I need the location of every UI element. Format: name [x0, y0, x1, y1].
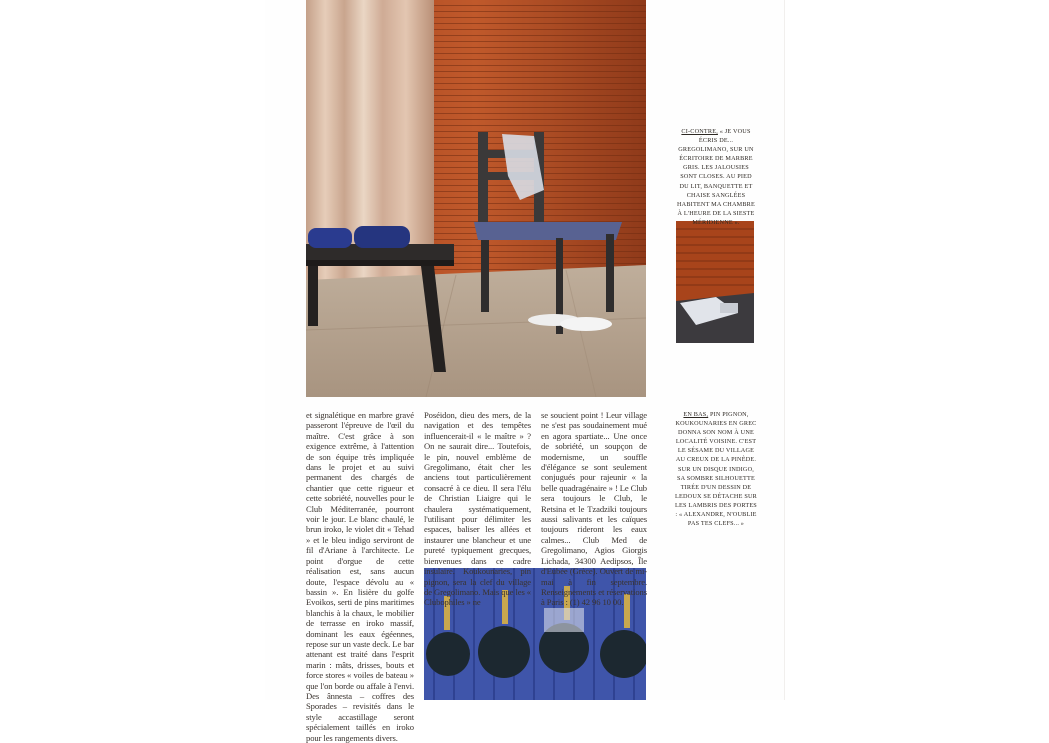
marble-desk-photo: [676, 221, 754, 343]
caption-text: « JE VOUS ÉCRIS DE... GREGOLIMANO, SUR UN ÉCRITOIRE DE MARBRE GRIS. LES JALOUSIES SONT CLOSES. AU PIED DU LIT, BANQUETTE ET CHAISE SANGLÉES HABITENT MA CHAMBRE À L'HEURE DE LA SIESTE MÉRIDIENNE ».: [677, 128, 755, 226]
bedroom-interior-photo: [306, 0, 646, 397]
article-text: et signalétique en marbre gravé passeront l'épreuve de l'œil du maître. C'est grâce à son exigence extrême, à l'attention de son équipe très impliquée dans le projet et au suivi permanent des chargés de chantier que cette rigueur et cette sobriété, nouvelles pour le Club Méditerranée, pourront voir le jour. Le blanc chaulé, le brun iroko, le violet dit « Tehad » et le bleu indigo serviront de fil d'Ariane à l'architecte. Le point d'orgue de cette réalisation est, sans aucun doute, l'espace dévolu au « bassin ». En lisière du golfe Evoikos, serti de pins maritimes blanchis à la chaux, le mobilier de terrasse en iroko massif, dominant les eaux égéennes, repose sur un vaste deck. Le bar attenant est traité dans l'esprit marin : mâts, drisses, bouts et force stores « voiles de bateau » que l'on borde ou affale à l'envi. Des ânnesta – coffres des Sporades – revisités dans le style accastillage seront spécialement taillés en iroko pour les rangements divers.: [306, 410, 414, 743]
caption-lead: EN BAS,: [683, 411, 709, 418]
page-edge: [784, 0, 785, 700]
article-column-3: [541, 410, 647, 608]
article-column-2: [424, 410, 531, 608]
article-column-1: [306, 410, 414, 743]
caption-bottom: [674, 410, 758, 528]
article-text: Poséidon, dieu des mers, de la navigation et des tempêtes influencerait-il « le maître » ? On ne saurait dire... Toutefois, le pin, nouvel emblème de Gregolimano, était cher les anciens tout particulièrement consacré à ce dieu. Il sera l'élu de Christian Liaigre qui le chaulera systématiquement, l'utilisant pour délimiter les espaces, baliser les allées et instaurer une blancheur et une pureté typiquement grecques, bienvenues dans ce cadre insulaire. Koukounaries, pin pignon, sera la clef du village de Gregolimano. Mais que les « Clubophiles » ne: [424, 410, 531, 608]
caption-top: [676, 127, 756, 227]
article-text: se soucient point ! Leur village ne s'est pas soudainement mué en agora spartiate... Une once de sobriété, un soupçon de modernisme, un souffle d'élégance se sont seulement conjugués pour rajeunir « la belle quadragénaire » ! Le Club sera toujours le Club, le Retsina et le Tzadziki toujours aussi salivants et les caïques toujours rideront les eaux calmes... Club Med de Gregolimano, Agios Giorgis Lichada, 34300 Aedipsos, Île d'Eubée (Grèce). Ouvert de mi-mai à fin septembre. Renseignements et réservations à Paris : (1) 42 96 10 00.: [541, 410, 647, 608]
caption-text: PIN PIGNON, KOUKOUNARIES EN GREC DONNA SON NOM À UNE LOCALITÉ VOISINE. C'EST LE SÉSAME DU VILLAGE AU CREUX DE LA PINÈDE. SUR UN DISQUE INDIGO, SA SOMBRE SILHOUETTE TIRÉE D'UN DESSIN DE LEDOUX SE DÉTACHE SUR LES LAMBRIS DES PORTES : « ALEXANDRE, N'OUBLIE PAS TES CLEFS... »: [675, 411, 757, 528]
caption-lead: CI-CONTRE,: [681, 128, 718, 135]
